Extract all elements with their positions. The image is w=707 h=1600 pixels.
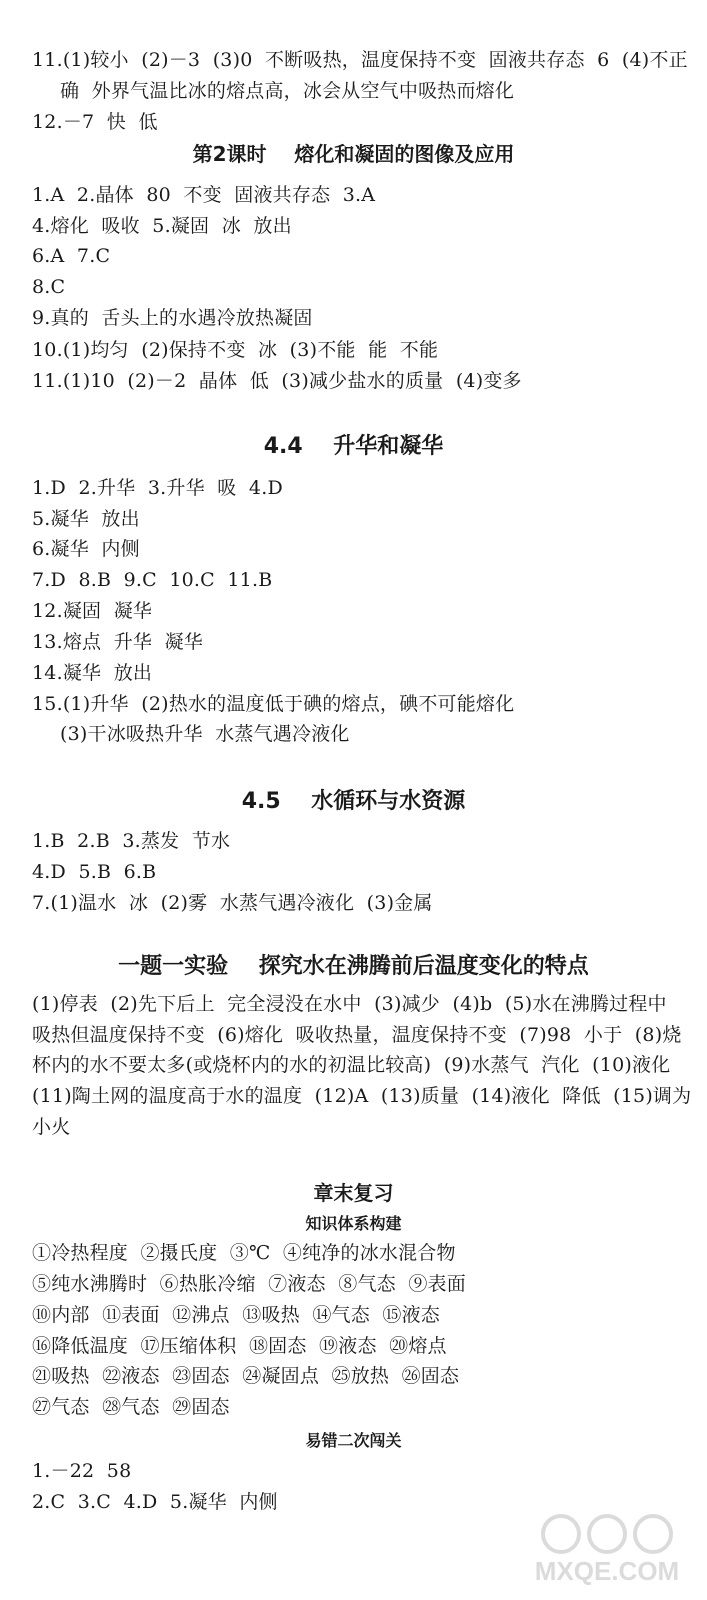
answer-line: 11.(1)10 (2)－2 晶体 低 (3)减少盐水的质量 (4)变多 <box>32 370 522 392</box>
answer-line: 12.－7 快 低 <box>32 111 158 133</box>
answer-line: 6.A 7.C <box>32 245 111 267</box>
subheading-errors: 易错二次闯关 <box>305 1431 402 1450</box>
answer-line: 13.熔点 升华 凝华 <box>32 631 203 653</box>
heading-lesson-2: 第2课时 熔化和凝固的图像及应用 <box>192 142 515 166</box>
watermark-logo <box>521 1510 693 1586</box>
answer-line: 确 外界气温比冰的熔点高，冰会从空气中吸热而熔化 <box>60 80 515 102</box>
answer-line: 12.凝固 凝华 <box>32 600 153 622</box>
answer-line: 5.凝华 放出 <box>32 508 140 530</box>
answer-line: (1)停表 (2)先下后上 完全浸没在水中 (3)减少 (4)b (5)水在沸腾过程中 <box>32 993 667 1015</box>
watermark-text: MXQE.COM <box>534 1556 680 1586</box>
answer-line: 1.A 2.晶体 80 不变 固液共存态 3.A <box>32 184 376 206</box>
answer-line: (3)干冰吸热升华 水蒸气遇冷液化 <box>60 723 350 745</box>
answer-line: 8.C <box>32 276 66 298</box>
answer-line: 2.C 3.C 4.D 5.凝华 内侧 <box>32 1491 278 1513</box>
answer-line: 1.－22 58 <box>32 1460 132 1482</box>
answer-line: 1.B 2.B 3.蒸发 节水 <box>32 830 231 852</box>
heading-review: 章末复习 <box>313 1181 394 1205</box>
answer-line: ①冷热程度 ②摄氏度 ③℃ ④纯净的冰水混合物 <box>32 1242 456 1264</box>
answer-line: 1.D 2.升华 3.升华 吸 4.D <box>32 477 283 499</box>
answer-line: 9.真的 舌头上的水遇冷放热凝固 <box>32 307 313 329</box>
subheading-knowledge: 知识体系构建 <box>305 1214 402 1233</box>
answer-line: 4.D 5.B 6.B <box>32 861 157 883</box>
answer-line: 6.凝华 内侧 <box>32 538 140 560</box>
answer-line: 7.D 8.B 9.C 10.C 11.B <box>32 569 273 591</box>
answer-line: 14.凝华 放出 <box>32 662 153 684</box>
answer-line: 7.(1)温水 冰 (2)雾 水蒸气遇冷液化 (3)金属 <box>32 892 433 914</box>
heading-section-4-4: 4.4 升华和凝华 <box>263 434 444 459</box>
answer-line: ⑯降低温度 ⑰压缩体积 ⑱固态 ⑲液态 ⑳熔点 <box>32 1335 447 1357</box>
heading-section-4-5: 4.5 水循环与水资源 <box>241 789 466 814</box>
answer-line: (11)陶土网的温度高于水的温度 (12)A (13)质量 (14)液化 降低 (15)调为 <box>32 1085 692 1107</box>
answer-line: 11.(1)较小 (2)－3 (3)0 不断吸热，温度保持不变 固液共存态 6 (4)不正 <box>32 49 688 71</box>
answer-line: 15.(1)升华 (2)热水的温度低于碘的熔点，碘不可能熔化 <box>32 693 515 715</box>
heading-experiment: 一题一实验 探究水在沸腾前后温度变化的特点 <box>118 954 589 979</box>
answer-line: ㉑吸热 ㉒液态 ㉓固态 ㉔凝固点 ㉕放热 ㉖固态 <box>32 1365 460 1387</box>
answer-line: ㉗气态 ㉘气态 ㉙固态 <box>32 1396 230 1418</box>
answer-line: 10.(1)均匀 (2)保持不变 冰 (3)不能 能 不能 <box>32 339 439 361</box>
answer-line: 杯内的水不要太多(或烧杯内的水的初温比较高) (9)水蒸气 汽化 (10)液化 <box>32 1054 671 1076</box>
answer-line: ⑤纯水沸腾时 ⑥热胀冷缩 ⑦液态 ⑧气态 ⑨表面 <box>32 1273 466 1295</box>
answer-line: 4.熔化 吸收 5.凝固 冰 放出 <box>32 215 292 237</box>
answer-line: 小火 <box>32 1116 71 1138</box>
answer-line: ⑩内部 ⑪表面 ⑫沸点 ⑬吸热 ⑭气态 ⑮液态 <box>32 1304 440 1326</box>
answer-line: 吸热但温度保持不变 (6)熔化 吸收热量，温度保持不变 (7)98 小于 (8)烧 <box>32 1024 682 1046</box>
